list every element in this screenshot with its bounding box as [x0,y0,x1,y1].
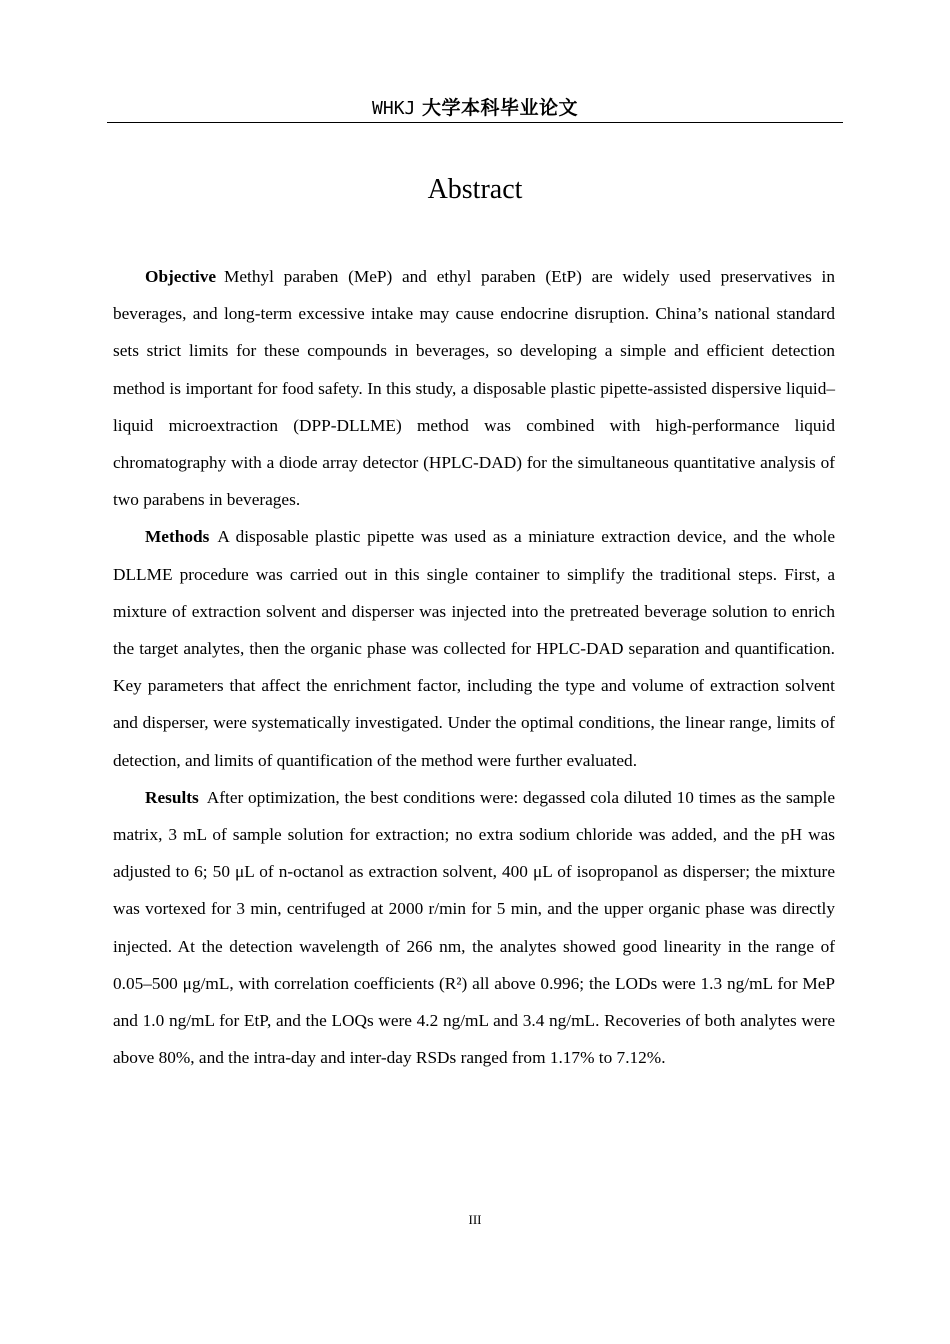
header-latin-text: WHKJ [372,98,416,119]
methods-text: A disposable plastic pipette was used as a miniature extraction device, and the whole DLLME procedure was carried out in this single container to simplify the traditional steps. First, a mixture of extraction solvent and disperser was injected into the pretreated beverage solution to enrich the target analytes, then the organic phase was collected for HPLC-DAD separation and quantification. Key parameters that affect the enrichment factor, including the type and volume of extraction solvent and disperser, were systematically investigated. Under the optimal conditions, the linear range, limits of detection, and limits of quantification of the method were further evaluated. [113,527,835,770]
page-number: III [468,1212,482,1227]
header-cjk-text: 大学本科毕业论文 [421,97,578,119]
objective-paragraph [113,258,835,518]
methods-paragraph [113,518,835,778]
results-text: After optimization, the best conditions were: degassed cola diluted 10 times as the sample matrix, 3 mL of sample solution for extraction; no extra sodium chloride was added, and the pH was adjusted to 6; 50 μL of n-octanol as extraction solvent, 400 μL of isopropanol as disperser; the mixture was vortexed for 3 min, centrifuged at 2000 r/min for 5 min, and the upper organic phase was directly injected. At the detection wavelength of 266 nm, the analytes showed good linearity in the range of 0.05–500 μg/mL, with correlation coefficients (R²) all above 0.996; the LODs were 1.3 ng/mL for MeP and 1.0 ng/mL for EtP, and the LOQs were 4.2 ng/mL and 3.4 ng/mL. Recoveries of both analytes were above 80%, and the intra-day and inter-day RSDs ranged from 1.17% to 7.12%. [113,787,835,1068]
results-label: Results [145,787,199,807]
abstract-body [113,258,835,1076]
running-header-text [372,97,578,119]
abstract-title: Abstract [427,174,523,205]
objective-text: Methyl paraben (MeP) and ethyl paraben (EtP) are widely used preservatives in beverages, and long-term excessive intake may cause endocrine disruption. China’s national standard sets strict limits for these compounds in beverages, so developing a simple and efficient detection method is important for food safety. In this study, a disposable plastic pipette-assisted dispersive liquid–liquid microextraction (DPP-DLLME) method was combined with high-performance liquid chromatography with a diode array detector (HPLC-DAD) for the simultaneous quantitative analysis of two parabens in beverages. [113,267,835,510]
methods-label: Methods [145,527,210,547]
running-header [107,94,843,123]
results-paragraph [113,779,835,1077]
objective-label: Objective [145,267,217,286]
